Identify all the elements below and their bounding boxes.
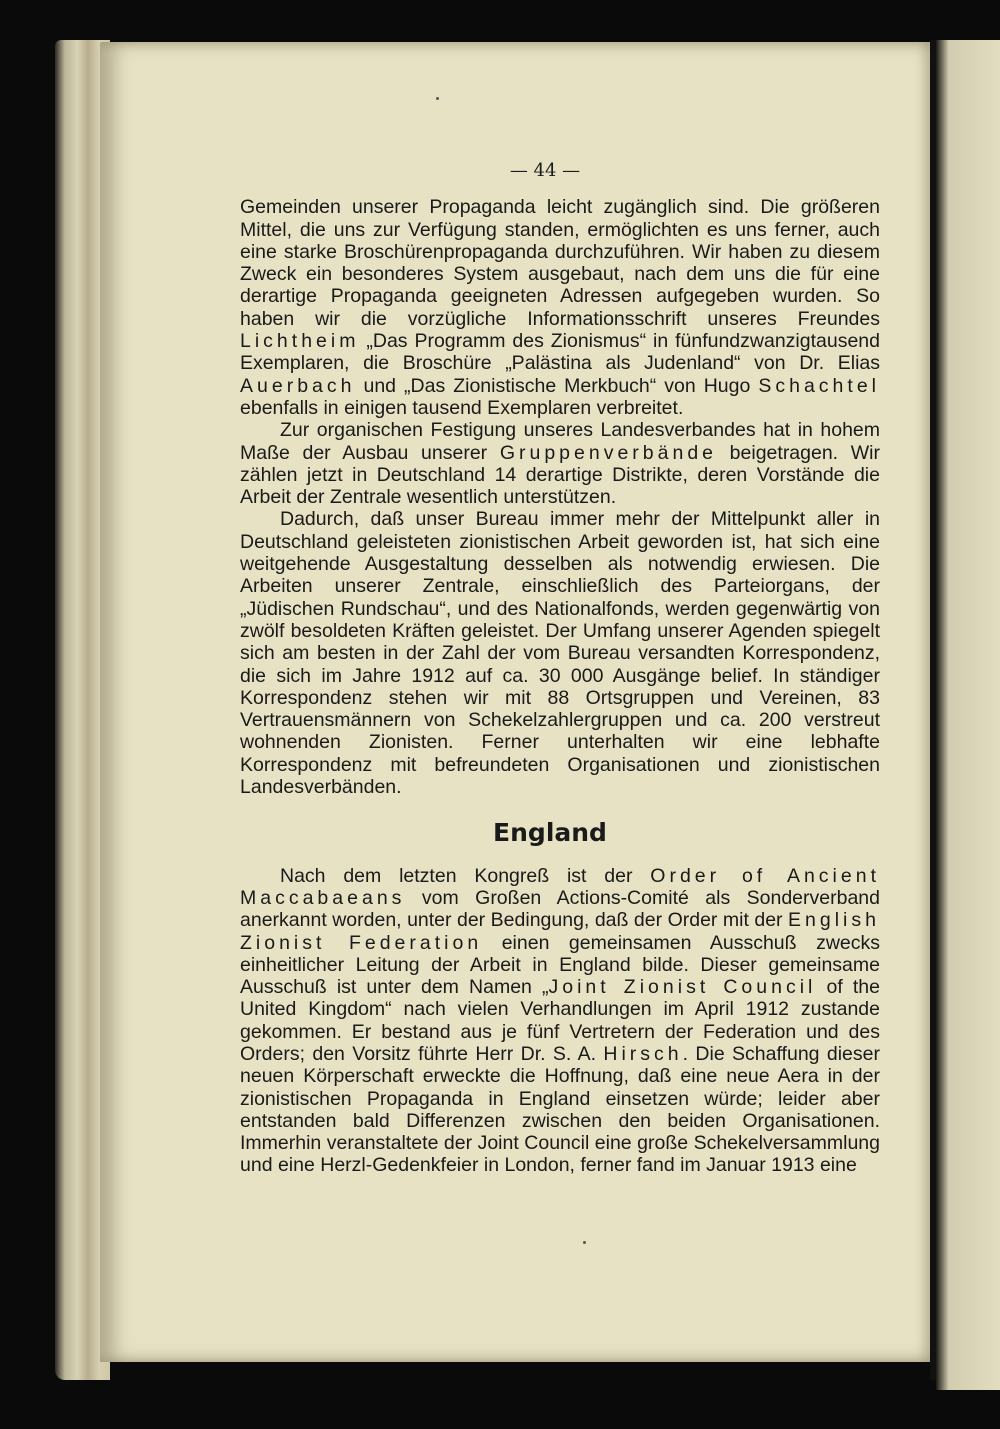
page-number: — 44 — xyxy=(509,160,581,181)
text-run: „Das Programm des Zionismus“ in fünfundzwanzigtausend Exemplaren, die Broschüre „Palästina als Judenland“ von Dr. Elias xyxy=(240,330,880,375)
text-run: beigetragen. Wir zählen jetzt in Deutschland 14 derartige Distrikte, deren Vorstände die Arbeit der Zentrale wesentlich unterstützen. xyxy=(240,441,880,509)
page-content xyxy=(240,160,880,1177)
text-run: ebenfalls in einigen tausend Exemplaren verbreitet. xyxy=(240,396,684,419)
spaced-name: Order of Ancient Maccabaeans xyxy=(240,864,880,909)
section-heading: England xyxy=(493,818,607,848)
text-run: of the United Kingdom“ nach vielen Verhandlungen im April 1912 zustande gekommen. Er bestand aus je fünf Vertretern der Federation und des Orders; den Vorsitz führte Herr Dr. S. A. xyxy=(240,976,880,1065)
paragraph-4 xyxy=(240,865,880,1177)
text-run: einen gemeinsamen Ausschuß zwecks einheitlicher Leitung der Arbeit in England bilde. Dieser gemeinsame Ausschuß ist unter dem Namen „ xyxy=(240,931,881,999)
spaced-name: Joint Zionist Council xyxy=(548,976,817,999)
spaced-name: Schachtel xyxy=(758,374,880,397)
spaced-name: Auerbach xyxy=(240,374,356,397)
text-run: und „Das Zionistische Merkbuch“ von Hugo xyxy=(355,374,759,397)
text-run: Nach dem letzten Kongreß ist der xyxy=(280,864,651,887)
paper-speck xyxy=(583,1241,586,1244)
spaced-name: Lichtheim xyxy=(240,330,360,353)
text-run: vom Großen Actions-Comité als Sonderverband anerkannt worden, unter der Bedingung, daß der Order mit der xyxy=(240,886,880,932)
spaced-name: Hirsch xyxy=(603,1042,683,1065)
paragraph-2 xyxy=(240,419,880,508)
spaced-name: English Zionist Federation xyxy=(240,909,880,954)
facing-page-edge xyxy=(936,40,1000,1390)
paragraph-3 xyxy=(240,508,880,798)
text-run: Zur organischen Festigung unseres Landesverbandes hat in hohem Maße der Ausbau unserer xyxy=(240,419,880,464)
paragraph-1 xyxy=(240,196,880,419)
text-run: Gemeinden unserer Propaganda leicht zugänglich sind. Die größeren Mittel, die uns zur Verfügung standen, ermöglichten es uns ferner, auch eine starke Broschürenpropaganda durchzuführen. Wir haben zu diesem Zweck ein besonderes System ausgebaut, nach dem uns die für eine derartige Propaganda geeigneten Adressen aufgegeben wurden. So haben wir die vorzügliche Informationsschrift unseres Freundes xyxy=(240,196,880,330)
paper-speck xyxy=(436,97,439,100)
text-run: . Die Schaffung dieser neuen Körperschaft erweckte die Hoffnung, daß eine neue Aera in der zionistischen Propaganda in England einsetzen würde; leider aber entstanden bald Differenzen zwischen den beiden Organisationen. Immerhin veranstaltete der Joint Council eine große Schekelversammlung und eine Herzl-Gedenkfeier in London, ferner fand im Januar 1913 eine xyxy=(240,1042,880,1177)
spaced-name: Gruppenverbände xyxy=(499,441,718,464)
text-run: Dadurch, daß unser Bureau immer mehr der Mittelpunkt aller in Deutschland geleisteten zionistischen Arbeit geworden ist, hat sich eine weitgehende Ausgestaltung desselben als notwendig erwiesen. Die Arbeiten unserer Zentrale, einschließlich des Parteiorgans, der „Jüdischen Rundschau“, und des Nationalfonds, werden gegenwärtig von zwölf besoldeten Kräften geleistet. Der Umfang unserer Agenden spiegelt sich am besten in der Zahl der vom Bureau versandten Korrespondenz, die sich im Jahre 1912 auf ca. 30 000 Ausgänge belief. In ständiger Korrespondenz stehen wir mit 88 Ortsgruppen und Vereinen, 83 Vertrauensmännern von Schekelzahlergruppen und ca. 200 verstreut wohnenden Zionisten. Ferner unterhalten wir eine lebhafte Korrespondenz mit befreundeten Organisationen und zionistischen Landesverbänden. xyxy=(240,508,880,799)
